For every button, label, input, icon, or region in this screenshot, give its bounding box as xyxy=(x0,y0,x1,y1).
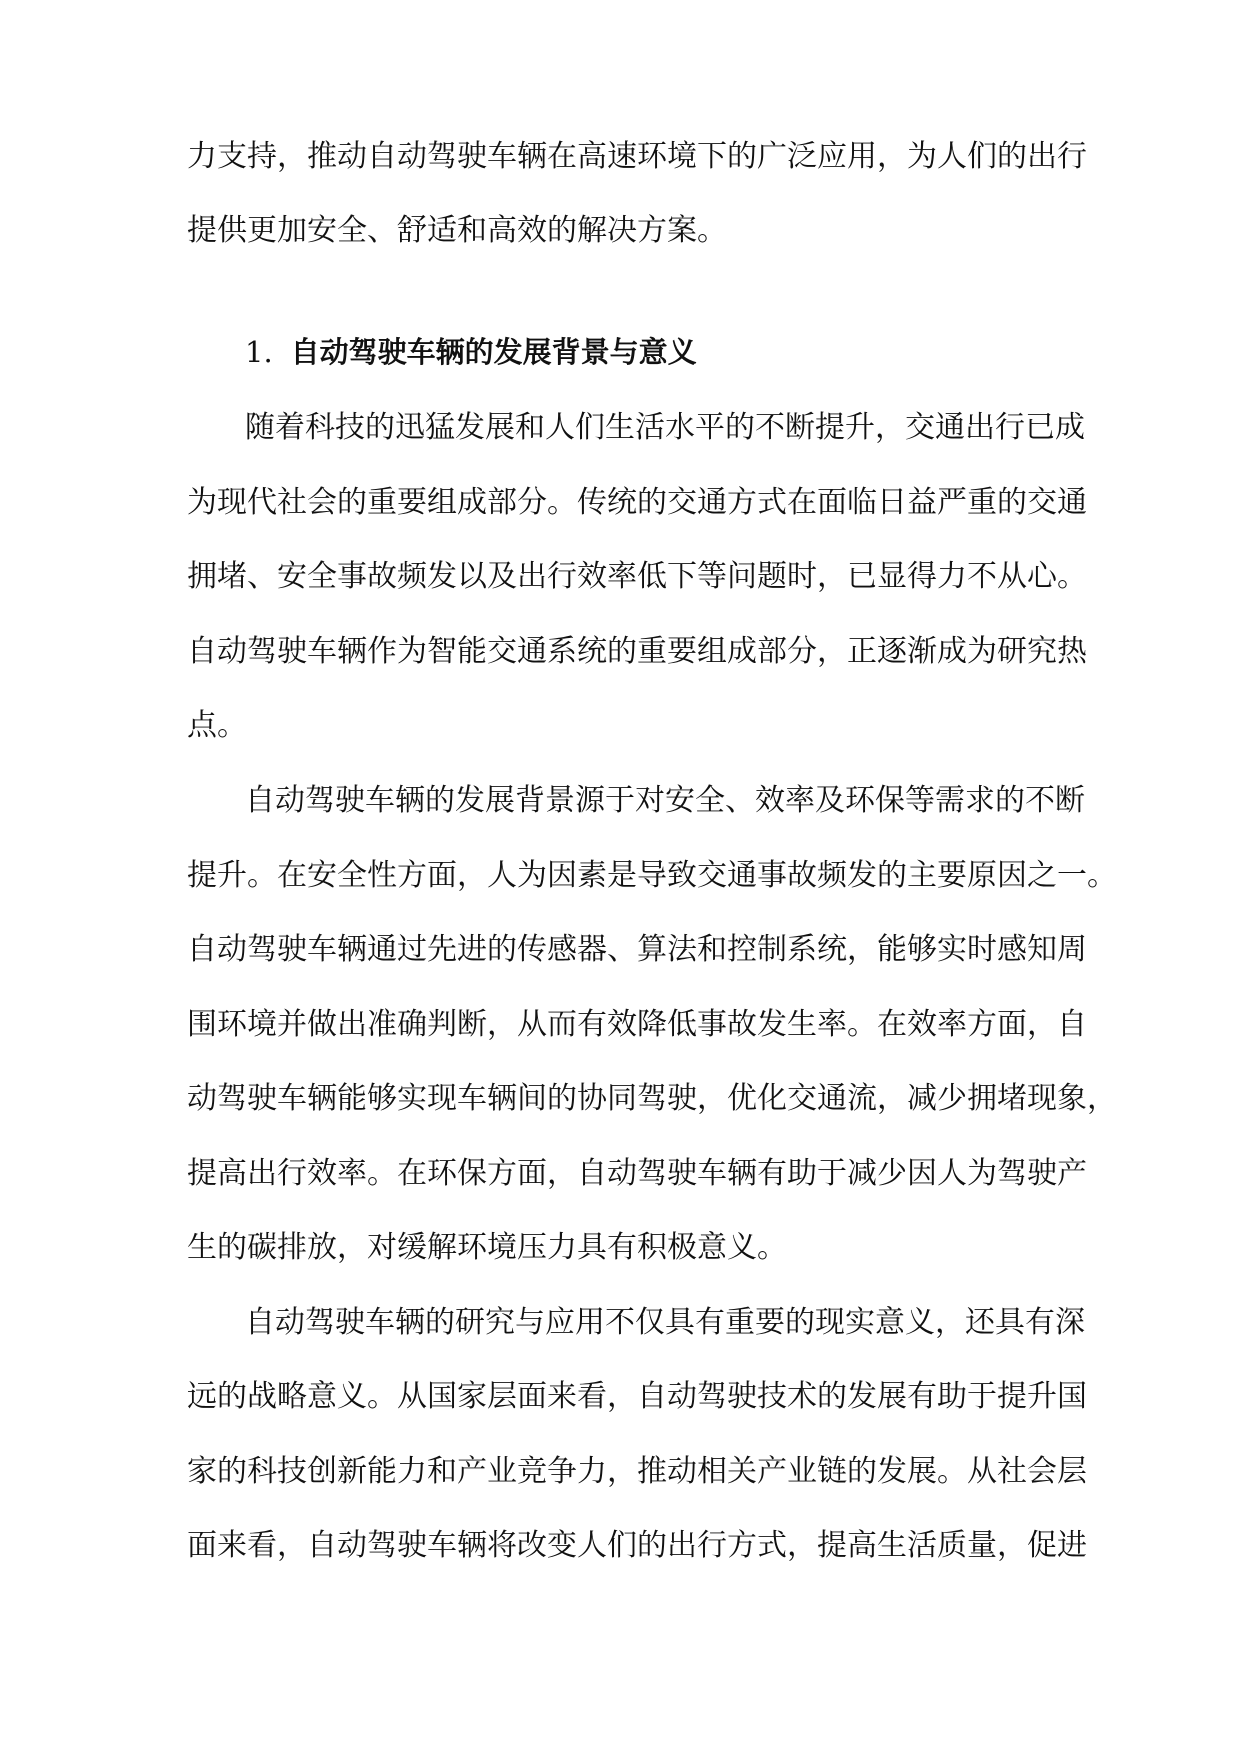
intro-line: 力支持，推动自动驾驶车辆在高速环境下的广泛应用，为人们的出行 xyxy=(187,139,1087,174)
paragraph-2-line: 生的碳排放，对缓解环境压力具有积极意义。 xyxy=(187,1230,787,1265)
paragraph-3-line: 远的战略意义。从国家层面来看，自动驾驶技术的发展有助于提升国 xyxy=(187,1379,1087,1414)
paragraph-1-line: 自动驾驶车辆作为智能交通系统的重要组成部分，正逐渐成为研究热 xyxy=(187,634,1087,669)
section-number: 1. xyxy=(245,335,273,369)
paragraph-2-line: 提升。在安全性方面，人为因素是导致交通事故频发的主要原因之一。 xyxy=(187,858,1117,893)
paragraph-2-line: 提高出行效率。在环保方面，自动驾驶车辆有助于减少因人为驾驶产 xyxy=(187,1156,1087,1191)
intro-line: 提供更加安全、舒适和高效的解决方案。 xyxy=(187,213,727,248)
paragraph-3-line: 自动驾驶车辆的研究与应用不仅具有重要的现实意义，还具有深 xyxy=(245,1305,1085,1340)
section-title: 自动驾驶车辆的发展背景与意义 xyxy=(290,335,697,369)
paragraph-1-line: 拥堵、安全事故频发以及出行效率低下等问题时，已显得力不从心。 xyxy=(187,559,1087,594)
paragraph-3-line: 家的科技创新能力和产业竞争力，推动相关产业链的发展。从社会层 xyxy=(187,1454,1087,1489)
paragraph-3-line: 面来看，自动驾驶车辆将改变人们的出行方式，提高生活质量，促进 xyxy=(187,1528,1087,1563)
paragraph-1-line: 为现代社会的重要组成部分。传统的交通方式在面临日益严重的交通 xyxy=(187,485,1087,520)
section-heading xyxy=(245,332,697,372)
paragraph-2-line: 动驾驶车辆能够实现车辆间的协同驾驶，优化交通流，减少拥堵现象， xyxy=(187,1081,1117,1116)
paragraph-2-line: 自动驾驶车辆通过先进的传感器、算法和控制系统，能够实时感知周 xyxy=(187,932,1087,967)
paragraph-2-line: 自动驾驶车辆的发展背景源于对安全、效率及环保等需求的不断 xyxy=(245,783,1085,818)
paragraph-1-line: 点。 xyxy=(187,708,247,743)
paragraph-1-line: 随着科技的迅猛发展和人们生活水平的不断提升，交通出行已成 xyxy=(245,410,1085,445)
paragraph-2-line: 围环境并做出准确判断，从而有效降低事故发生率。在效率方面，自 xyxy=(187,1007,1087,1042)
